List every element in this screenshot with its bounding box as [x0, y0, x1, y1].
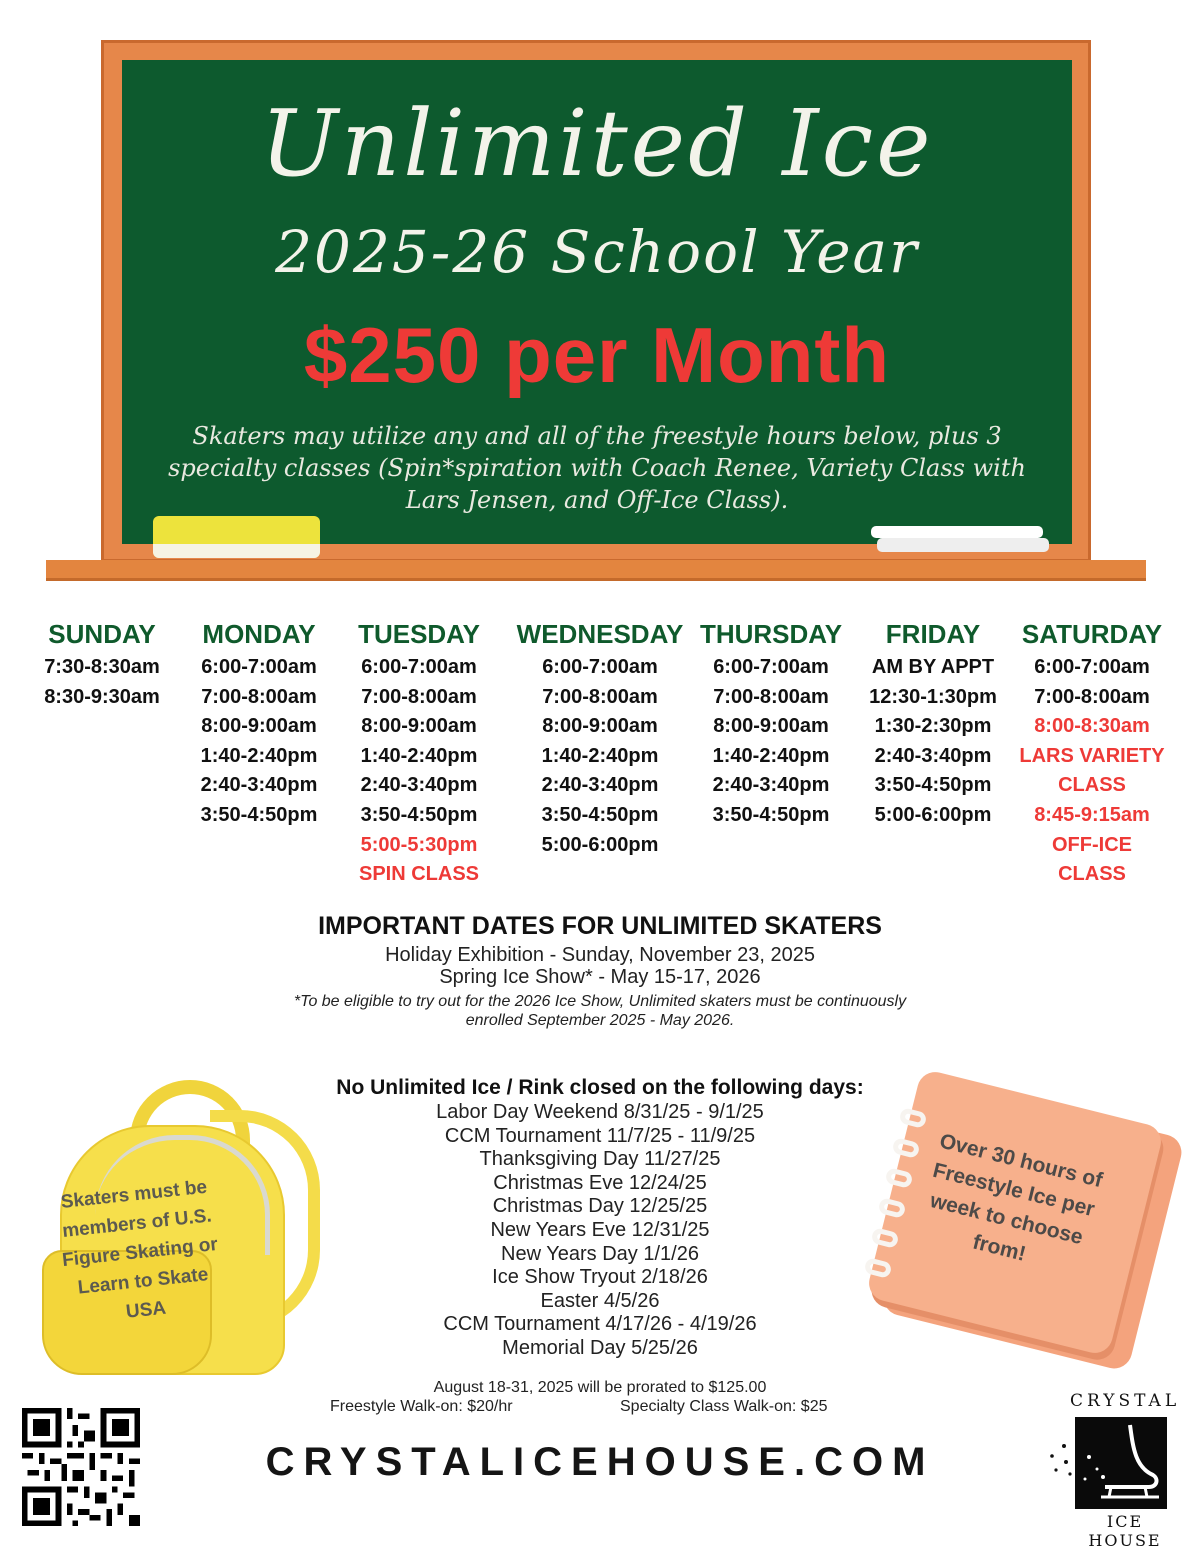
freestyle-slot: 8:30-9:30am [44, 685, 160, 708]
freestyle-slot: 2:40-3:40pm [712, 774, 830, 797]
day-heading: FRIDAY [885, 619, 981, 649]
day-heading: TUESDAY [358, 619, 480, 649]
freestyle-slot: 6:00-7:00am [542, 656, 658, 678]
sparkle-icon [1044, 1440, 1074, 1480]
closed-days-title: No Unlimited Ice / Rink closed on the following days: [336, 1076, 864, 1099]
closed-day-item: Thanksgiving Day 11/27/25 [479, 1148, 721, 1171]
freestyle-slot: 6:00-7:00am [1034, 656, 1150, 678]
freestyle-slot: 7:00-8:00am [361, 685, 477, 708]
price-text: $250 per Month [303, 311, 891, 399]
freestyle-slot: 8:00-9:00am [713, 715, 829, 738]
closed-day-item: Easter 4/5/26 [540, 1289, 660, 1312]
specialty-walkon-price: Specialty Class Walk-on: $25 [620, 1398, 828, 1415]
important-dates-title: IMPORTANT DATES FOR UNLIMITED SKATERS [318, 912, 882, 940]
freestyle-slot: 7:30-8:30am [44, 656, 160, 678]
website-url[interactable]: CRYSTALICEHOUSE.COM [265, 1440, 935, 1484]
specialty-class-slot: 8:45-9:15am [1034, 803, 1150, 826]
freestyle-slot: 7:00-8:00am [713, 685, 829, 708]
freestyle-slot: 3:50-4:50pm [360, 803, 478, 826]
freestyle-slot: 5:00-6:00pm [874, 803, 992, 826]
specialty-class-slot: 8:00-8:30am [1034, 715, 1150, 738]
freestyle-slot: 3:50-4:50pm [200, 803, 318, 826]
chalkboard-ledge [46, 560, 1146, 581]
white-chalk-bottom [877, 538, 1049, 552]
day-heading: SUNDAY [48, 619, 156, 649]
closed-day-item: Ice Show Tryout 2/18/26 [492, 1266, 708, 1289]
specialty-class-slot: SPIN CLASS [358, 863, 480, 886]
day-column-sunday [27, 615, 177, 712]
freestyle-slot: 1:30-2:30pm [874, 715, 992, 738]
freestyle-slot: 12:30-1:30pm [869, 685, 997, 708]
closed-day-item: Memorial Day 5/25/26 [502, 1336, 698, 1359]
freestyle-slot: 8:00-9:00am [201, 715, 317, 738]
specialty-class-slot: CLASS [1058, 774, 1126, 797]
freestyle-walkon-price: Freestyle Walk-on: $20/hr [330, 1398, 513, 1415]
freestyle-slot: 1:40-2:40pm [360, 744, 478, 767]
closed-day-item: CCM Tournament 4/17/26 - 4/19/26 [443, 1313, 757, 1336]
membership-requirement: Skaters must be members of U.S. Figure Skating or Learn to Skate USA [59, 1176, 219, 1323]
holiday-exhibition-date: Holiday Exhibition - Sunday, November 23, 2025 [385, 944, 815, 966]
day-column-wednesday [510, 615, 690, 860]
skate-logo-icon [1075, 1417, 1167, 1509]
freestyle-slot: 2:40-3:40pm [541, 774, 659, 797]
closed-day-item: Christmas Eve 12/24/25 [493, 1171, 707, 1194]
freestyle-slot: 5:00-6:00pm [541, 833, 659, 856]
freestyle-slot: 6:00-7:00am [201, 656, 317, 678]
freestyle-slot: 8:00-9:00am [542, 715, 658, 738]
day-column-monday [184, 615, 334, 831]
freestyle-slot: 2:40-3:40pm [360, 774, 478, 797]
yellow-chalk-end [153, 544, 320, 558]
day-column-tuesday [344, 615, 494, 890]
closed-day-item: New Years Eve 12/31/25 [490, 1218, 710, 1241]
specialty-class-slot: CLASS [1058, 863, 1126, 886]
freestyle-slot: 3:50-4:50pm [874, 774, 992, 797]
qr-code-icon[interactable] [22, 1408, 140, 1526]
chalkboard [122, 60, 1072, 544]
freestyle-slot: 2:40-3:40pm [200, 774, 318, 797]
day-heading: SATURDAY [1021, 619, 1163, 649]
program-description: Skaters may utilize any and all of the freestyle hours below, plus 3 specialty classes (Spin*spiration with Coach Renee, Variety Class with Lars Jensen, and Off-Ice Class). [168, 422, 1026, 514]
freestyle-slot: 3:50-4:50pm [712, 803, 830, 826]
spring-ice-show-date: Spring Ice Show* - May 15-17, 2026 [439, 966, 761, 988]
freestyle-slot: 8:00-9:00am [361, 715, 477, 738]
freestyle-slot: 1:40-2:40pm [541, 744, 659, 767]
specialty-class-slot: 5:00-5:30pm [360, 833, 478, 856]
page-subtitle: 2025-26 School Year [275, 218, 919, 286]
day-column-saturday [1012, 615, 1172, 890]
closed-day-item: New Years Day 1/1/26 [501, 1242, 699, 1265]
closed-day-item: CCM Tournament 11/7/25 - 11/9/25 [444, 1124, 756, 1147]
closed-day-item: Christmas Day 12/25/25 [492, 1195, 708, 1218]
day-heading: MONDAY [202, 619, 316, 649]
freestyle-slot: 7:00-8:00am [542, 685, 658, 708]
day-column-thursday [691, 615, 851, 831]
specialty-class-slot: LARS VARIETY [1019, 744, 1165, 767]
page-title: Unlimited Ice [260, 90, 934, 197]
logo-text-bottom: ICE HOUSE [1088, 1512, 1162, 1550]
white-chalk-top [871, 526, 1043, 538]
freestyle-slot: 6:00-7:00am [361, 656, 477, 678]
logo-text-top: CRYSTAL [1070, 1391, 1181, 1411]
freestyle-slot: 7:00-8:00am [201, 685, 317, 708]
prorate-note: August 18-31, 2025 will be prorated to $125.00 [433, 1379, 767, 1396]
day-heading: WEDNESDAY [516, 619, 684, 649]
freestyle-slot: 2:40-3:40pm [874, 744, 992, 767]
day-heading: THURSDAY [699, 619, 843, 649]
day-column-friday [853, 615, 1013, 831]
freestyle-slot: 3:50-4:50pm [541, 803, 659, 826]
ice-show-eligibility-note: *To be eligible to try out for the 2026 Ice Show, Unlimited skaters must be continuously enrolled September 2025 - May 2026. [293, 993, 907, 1029]
freestyle-slot: AM BY APPT [871, 656, 995, 678]
logo-sparkles [1044, 1440, 1074, 1480]
closed-day-item: Labor Day Weekend 8/31/25 - 9/1/25 [436, 1101, 764, 1123]
specialty-class-slot: OFF-ICE [1052, 833, 1132, 856]
freestyle-slot: 6:00-7:00am [713, 656, 829, 678]
freestyle-slot: 7:00-8:00am [1034, 685, 1150, 708]
freestyle-slot: 1:40-2:40pm [712, 744, 830, 767]
freestyle-hours-callout: Over 30 hours of Freestyle Ice per week to choose from! [927, 1129, 1105, 1266]
freestyle-slot: 1:40-2:40pm [200, 744, 318, 767]
